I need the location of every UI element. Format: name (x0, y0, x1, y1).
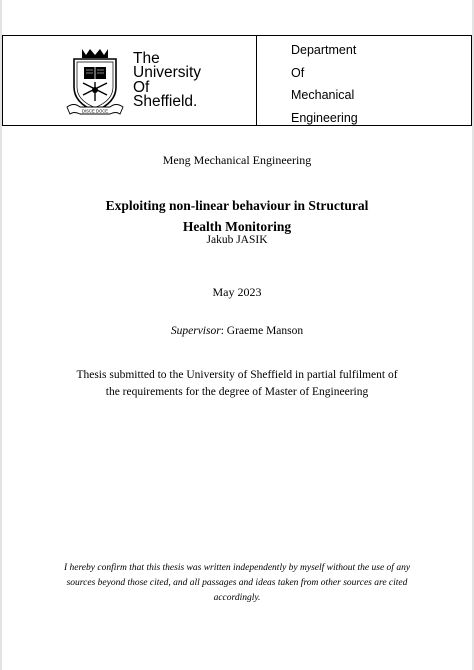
department-line: Engineering (291, 110, 358, 125)
university-name-line: Of (133, 78, 150, 96)
declaration-line: I hereby confirm that this thesis was written independently by myself without the use of any (63, 563, 411, 573)
declaration-line: accordingly. (213, 593, 261, 603)
department-line: Of (291, 65, 305, 80)
crest-motto: DISCE DOCE (81, 108, 109, 113)
declaration-statement (60, 561, 414, 606)
degree-program: Meng Mechanical Engineering (162, 153, 312, 167)
supervisor-label: Supervisor (170, 325, 221, 337)
university-name-line: University (133, 64, 202, 81)
university-name-line: The (133, 49, 160, 67)
thesis-title-line: Health Monitoring (182, 219, 292, 234)
thesis-title (0, 195, 474, 237)
university-name-line: Sheffield. (133, 93, 198, 110)
author-name: Jakub JASIK (206, 234, 268, 246)
department-name (257, 36, 471, 125)
department-line: Mechanical (291, 88, 355, 102)
supervisor-name: Graeme Manson (226, 325, 304, 337)
supervisor-line (0, 325, 474, 337)
university-logo (3, 36, 257, 125)
university-crest-icon (66, 45, 124, 117)
department-line: Department (291, 43, 357, 57)
submission-date: May 2023 (212, 285, 262, 299)
university-name (133, 49, 202, 110)
supervisor-separator: : (220, 325, 227, 337)
header-table (2, 35, 472, 126)
submission-line: the requirements for the degree of Master of Engineering (105, 386, 369, 398)
declaration-line: sources beyond those cited, and all passages and ideas taken from other sources are cited (66, 578, 408, 588)
thesis-title-line: Exploiting non-linear behaviour in Structural (105, 198, 369, 213)
submission-statement (0, 367, 474, 401)
submission-line: Thesis submitted to the University of Sheffield in partial fulfilment of (76, 369, 398, 381)
